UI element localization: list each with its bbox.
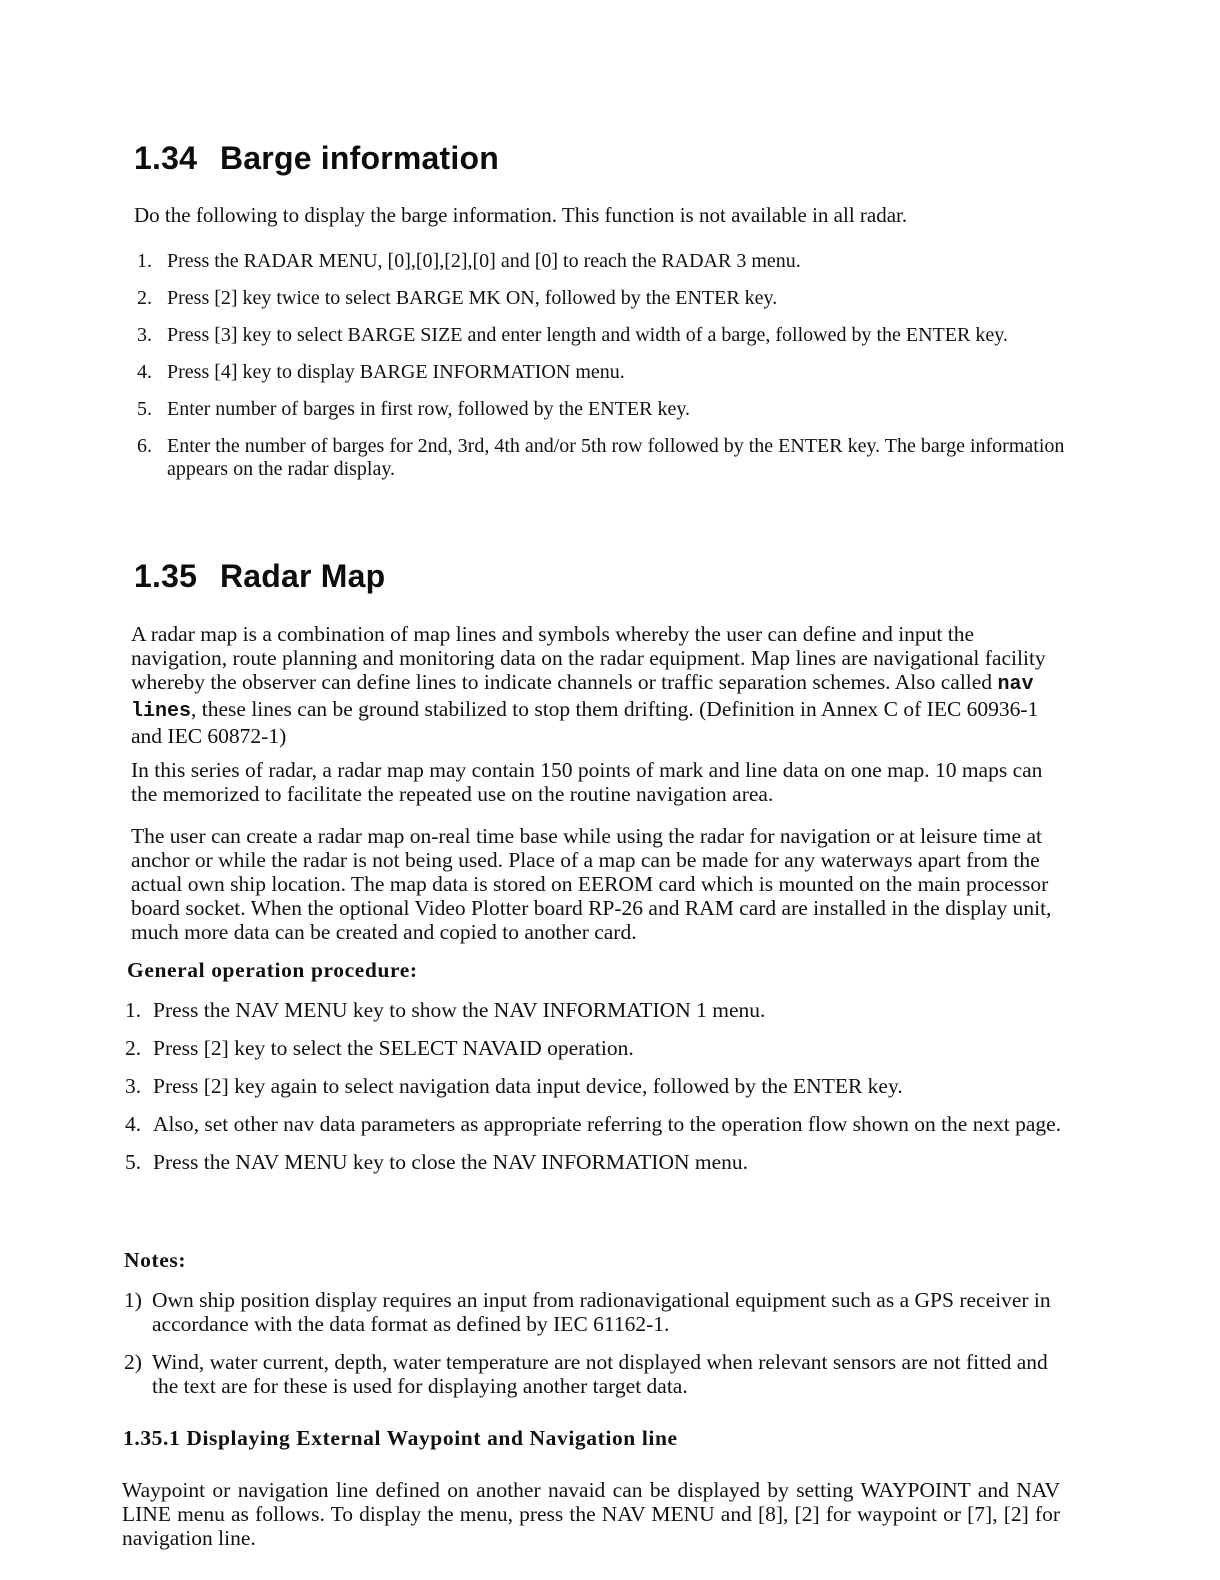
nav-lines-term: nav lines (131, 673, 1034, 723)
radar-map-paragraph-3: The user can create a radar map on-real time base while using the radar for navigation or at leisure time at anchor or while the radar is not being used. Place of a map can be made for any waterways apart from the actual own ship location. The map data is stored on EEROM card which is mounted on the main processor board socket. When the optional Video Plotter board RP-26 and RAM card are installed in the display unit, much more data can be created and copied to another card. (131, 824, 1052, 944)
list-item: 5. Press the NAV MENU key to close the NAV INFORMATION menu. (125, 1150, 749, 1174)
section-number: 1.34 (134, 140, 198, 176)
notes-heading: Notes: (124, 1248, 187, 1272)
waypoint-paragraph: Waypoint or navigation line defined on another navaid can be displayed by setting WAYPOINT and NAV LINE menu as follows. To display the menu, press the NAV MENU and [8], [2] for waypoint or [7], [2] for navigation line. (122, 1478, 1060, 1550)
radar-map-paragraph-1: A radar map is a combination of map lines and symbols whereby the user can define and input the navigation, route planning and monitoring data on the radar equipment. Map lines are navigational facility whereby the observer can define lines to indicate channels or traffic separation schemes. Also called nav lines, these lines can be ground stabilized to stop them drifting. (Definition in Annex C of IEC 60936-1 and IEC 60872-1) (131, 622, 1046, 748)
list-item: 1) Own ship position display requires an input from radionavigational equipment such as a GPS receiver in accordance with the data format as defined by IEC 61162-1. (124, 1288, 1051, 1336)
list-item: 5. Enter number of barges in first row, followed by the ENTER key. (137, 398, 691, 420)
list-item: 4. Also, set other nav data parameters as appropriate referring to the operation flow shown on the next page. (125, 1112, 1062, 1136)
section-title: Barge information (220, 140, 499, 176)
general-procedure-list (125, 998, 1068, 1188)
list-item: 6. Enter the number of barges for 2nd, 3rd, 4th and/or 5th row followed by the ENTER key. The barge information appears on the radar display. (137, 435, 1065, 480)
notes-list (124, 1288, 1052, 1412)
section-number: 1.35 (134, 558, 198, 594)
list-item: 3. Press [3] key to select BARGE SIZE and enter length and width of a barge, followed by the ENTER key. (137, 324, 1008, 346)
general-procedure-heading: General operation procedure: (127, 958, 418, 982)
list-item: 2. Press [2] key to select the SELECT NAVAID operation. (125, 1036, 634, 1060)
section-title: Radar Map (220, 558, 386, 594)
intro-paragraph: Do the following to display the barge information. This function is not available in all radar. (134, 203, 908, 227)
list-item: 2. Press [2] key twice to select BARGE MK ON, followed by the ENTER key. (137, 287, 778, 309)
list-item: 1. Press the NAV MENU key to show the NAV INFORMATION 1 menu. (125, 998, 766, 1022)
list-item: 1. Press the RADAR MENU, [0],[0],[2],[0] and [0] to reach the RADAR 3 menu. (137, 250, 801, 272)
list-item: 4. Press [4] key to display BARGE INFORMATION menu. (137, 361, 625, 383)
list-item: 3. Press [2] key again to select navigation data input device, followed by the ENTER key. (125, 1074, 903, 1098)
section-heading-1-34 (134, 140, 499, 177)
radar-map-paragraph-2: In this series of radar, a radar map may contain 150 points of mark and line data on one map. 10 maps can the memorized to facilitate the repeated use on the routine navigation area. (131, 758, 1043, 806)
list-item: 2) Wind, water current, depth, water temperature are not displayed when relevant sensors are not fitted and the text are for these is used for displaying another target data. (124, 1350, 1048, 1398)
section-heading-1-35 (134, 558, 385, 595)
subsection-heading-1-35-1: 1.35.1 Displaying External Waypoint and Navigation line (123, 1426, 678, 1450)
barge-steps-list (137, 250, 1082, 495)
